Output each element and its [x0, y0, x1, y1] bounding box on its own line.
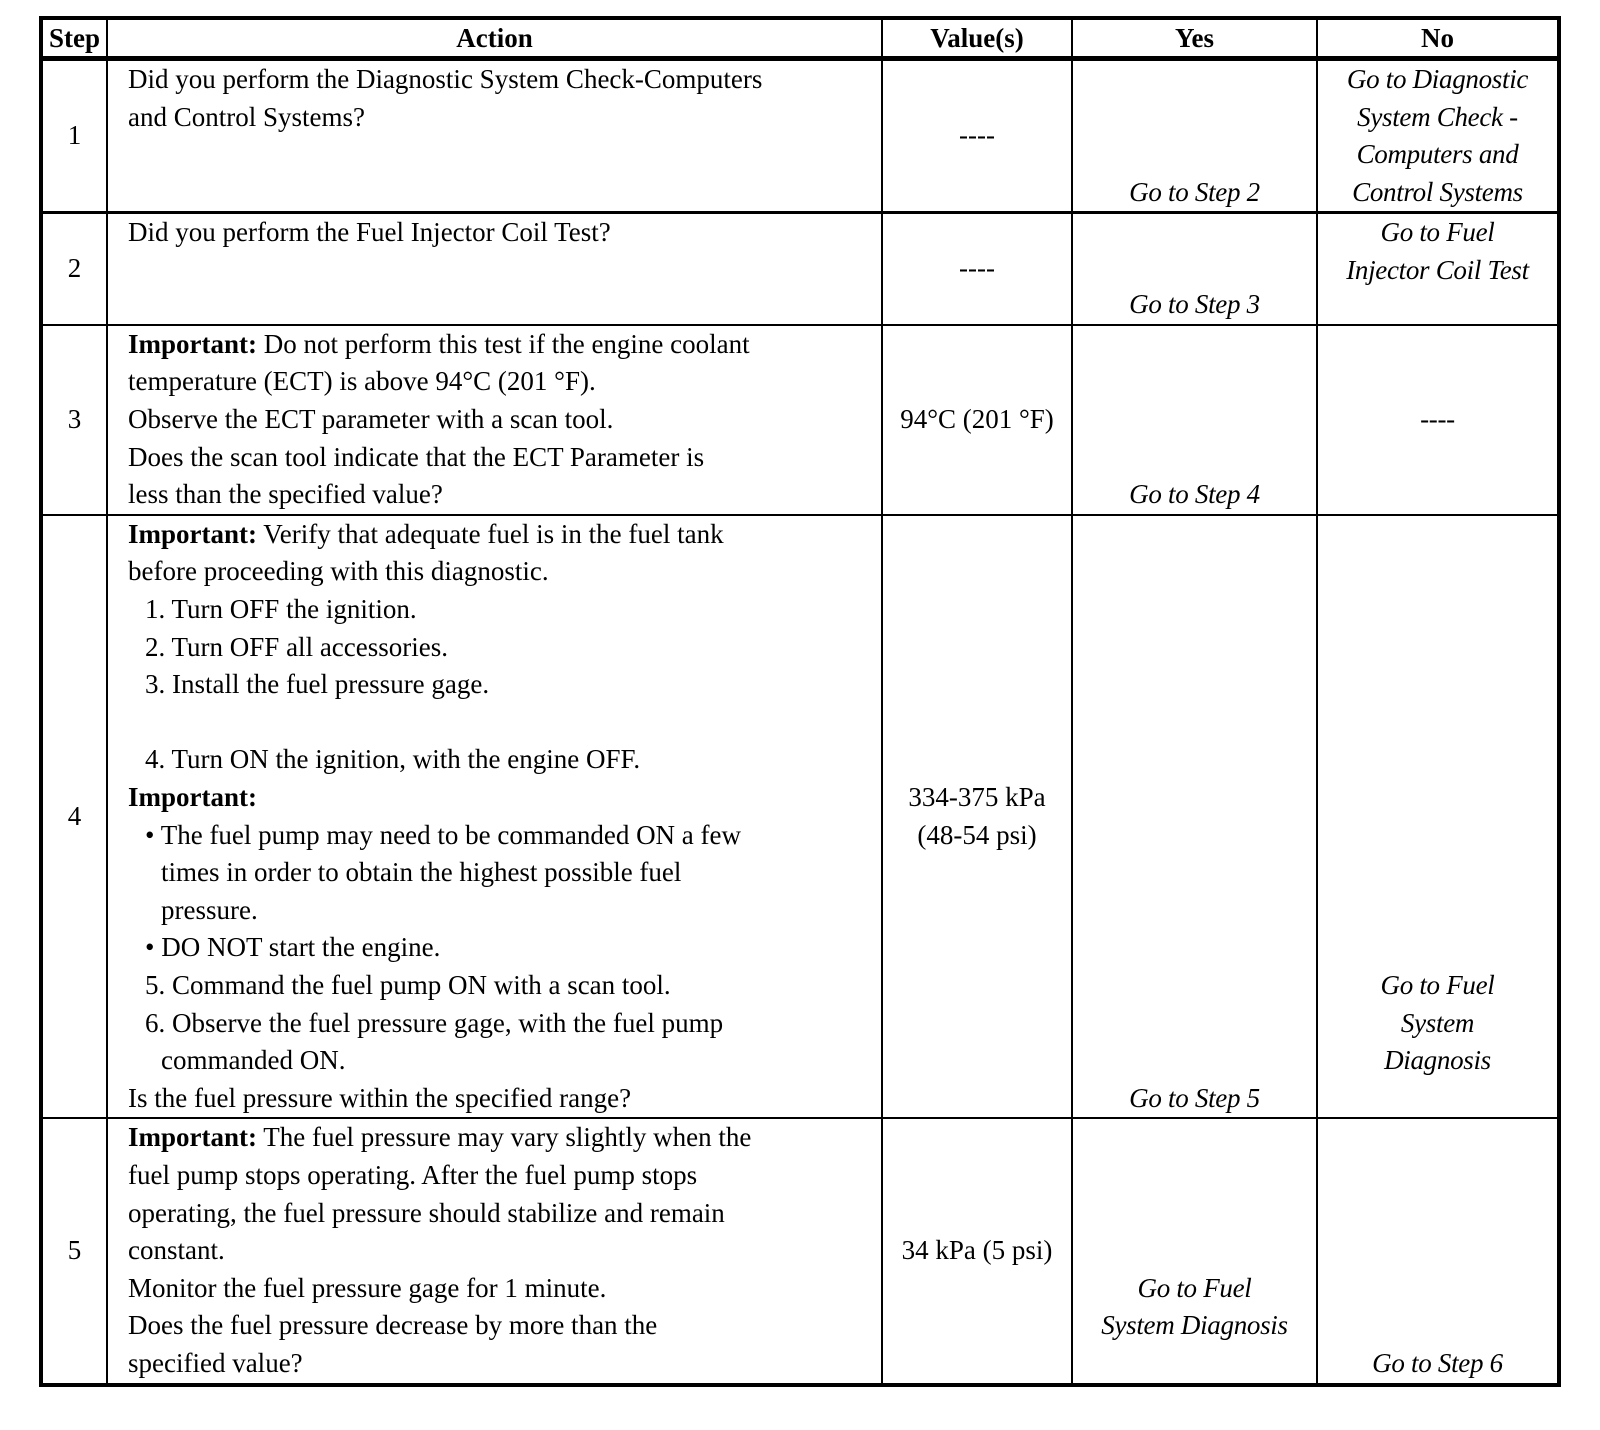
- no-cell: [1317, 213, 1559, 325]
- procedure-step: 1. Turn OFF the ignition.: [145, 594, 417, 625]
- no-link[interactable]: Diagnosis: [1384, 1045, 1491, 1076]
- header-yes: Yes: [1072, 18, 1317, 59]
- procedure-step: 2. Turn OFF all accessories.: [145, 631, 448, 662]
- yes-cell: [1072, 213, 1317, 325]
- step-number: 5: [41, 1118, 107, 1384]
- bullet-continuation: pressure.: [161, 894, 258, 925]
- action-line: specified value?: [128, 1347, 303, 1378]
- no-link[interactable]: Go to Step 6: [1372, 1347, 1503, 1378]
- important-text: Do not perform this test if the engine coolant: [257, 328, 750, 359]
- action-question: Is the fuel pressure within the specified range?: [128, 1082, 632, 1113]
- table-row-step-1: [41, 59, 1559, 213]
- no-link[interactable]: Control Systems: [1352, 176, 1523, 207]
- table-row-step-3: [41, 325, 1559, 515]
- important-label: Important:: [128, 328, 257, 359]
- bullet-item: • DO NOT start the engine.: [145, 932, 441, 963]
- header-values: Value(s): [882, 18, 1072, 59]
- action-line: Did you perform the Fuel Injector Coil Test?: [128, 217, 611, 248]
- no-link[interactable]: System: [1400, 1007, 1475, 1038]
- yes-cell: [1072, 1118, 1317, 1384]
- yes-link[interactable]: Go to Step 4: [1129, 479, 1260, 510]
- value-cell: ----: [882, 213, 1072, 325]
- action-line: before proceeding with this diagnostic.: [128, 556, 549, 587]
- important-text: Verify that adequate fuel is in the fuel tank: [257, 518, 724, 549]
- procedure-step: 6. Observe the fuel pressure gage, with the fuel pump: [145, 1007, 724, 1038]
- action-line: Does the fuel pressure decrease by more than the: [128, 1310, 658, 1341]
- action-line: Does the scan tool indicate that the ECT Parameter is: [128, 441, 705, 472]
- yes-link[interactable]: Go to Step 3: [1129, 289, 1260, 320]
- yes-link[interactable]: System Diagnosis: [1101, 1310, 1288, 1341]
- value-line: 334-375 kPa: [908, 782, 1046, 812]
- no-link[interactable]: Injector Coil Test: [1346, 254, 1529, 285]
- action-cell: [107, 1118, 882, 1384]
- yes-cell: [1072, 515, 1317, 1119]
- value-line: (48-54 psi): [917, 819, 1037, 850]
- yes-cell: [1072, 59, 1317, 213]
- header-row: [41, 18, 1559, 59]
- action-cell: [107, 213, 882, 325]
- no-link[interactable]: Go to Diagnostic: [1346, 64, 1529, 94]
- important-text: The fuel pressure may vary slightly when the: [257, 1122, 752, 1153]
- action-line: Observe the ECT parameter with a scan tool.: [128, 404, 614, 435]
- action-line: temperature (ECT) is above 94°C (201 °F).: [128, 366, 596, 397]
- no-link[interactable]: Go to Fuel: [1380, 969, 1495, 1000]
- diagnostic-table: [39, 16, 1561, 1387]
- yes-link[interactable]: Go to Step 2: [1129, 176, 1260, 207]
- value-cell: [882, 515, 1072, 1119]
- no-cell: [1317, 1118, 1559, 1384]
- action-line: fuel pump stops operating. After the fuel pump stops: [128, 1159, 698, 1190]
- important-note: [128, 1119, 875, 1157]
- bullet-continuation: times in order to obtain the highest possible fuel: [161, 857, 682, 888]
- step-number: 3: [41, 325, 107, 515]
- yes-link[interactable]: Go to Step 5: [1129, 1082, 1260, 1113]
- procedure-step: 5. Command the fuel pump ON with a scan tool.: [145, 969, 671, 1000]
- action-cell: [107, 59, 882, 213]
- no-value: ----: [1420, 404, 1455, 435]
- yes-link[interactable]: Go to Fuel: [1137, 1272, 1252, 1303]
- table-row-step-4: [41, 515, 1559, 1119]
- no-link[interactable]: Computers and: [1356, 139, 1519, 170]
- no-cell: [1317, 515, 1559, 1119]
- value-cell: 34 kPa (5 psi): [882, 1118, 1072, 1384]
- yes-cell: [1072, 325, 1317, 515]
- important-note: [128, 516, 875, 554]
- no-link[interactable]: System Check -: [1357, 101, 1518, 132]
- table-row-step-5: [41, 1118, 1559, 1384]
- no-cell: [1317, 59, 1559, 213]
- important-label: Important:: [128, 782, 257, 812]
- action-line: Monitor the fuel pressure gage for 1 minute.: [128, 1272, 607, 1303]
- value-cell: 94°C (201 °F): [882, 325, 1072, 515]
- action-line: operating, the fuel pressure should stabilize and remain: [128, 1197, 725, 1228]
- important-note: [128, 779, 875, 817]
- important-label: Important:: [128, 518, 257, 549]
- important-note: [128, 326, 875, 364]
- action-cell: [107, 325, 882, 515]
- step-number: 4: [41, 515, 107, 1119]
- step-number: 1: [41, 59, 107, 213]
- value-cell: ----: [882, 59, 1072, 213]
- action-line: Did you perform the Diagnostic System Check-Computers: [128, 64, 763, 94]
- step-number: 2: [41, 213, 107, 325]
- no-cell: [1317, 325, 1559, 515]
- no-link[interactable]: Go to Fuel: [1380, 217, 1495, 248]
- header-step: Step: [41, 18, 107, 59]
- procedure-continuation: commanded ON.: [161, 1045, 346, 1076]
- table-row-step-2: [41, 213, 1559, 325]
- procedure-step: 4. Turn ON the ignition, with the engine OFF.: [145, 744, 641, 775]
- spacer: [128, 704, 875, 742]
- important-label: Important:: [128, 1122, 257, 1153]
- action-line: and Control Systems?: [128, 101, 365, 132]
- action-line: less than the specified value?: [128, 479, 443, 510]
- action-line: constant.: [128, 1235, 225, 1266]
- action-cell: [107, 515, 882, 1119]
- bullet-item: • The fuel pump may need to be commanded ON a few: [145, 819, 742, 850]
- header-no: No: [1317, 18, 1559, 59]
- procedure-step: 3. Install the fuel pressure gage.: [145, 669, 490, 700]
- header-action: Action: [107, 18, 882, 59]
